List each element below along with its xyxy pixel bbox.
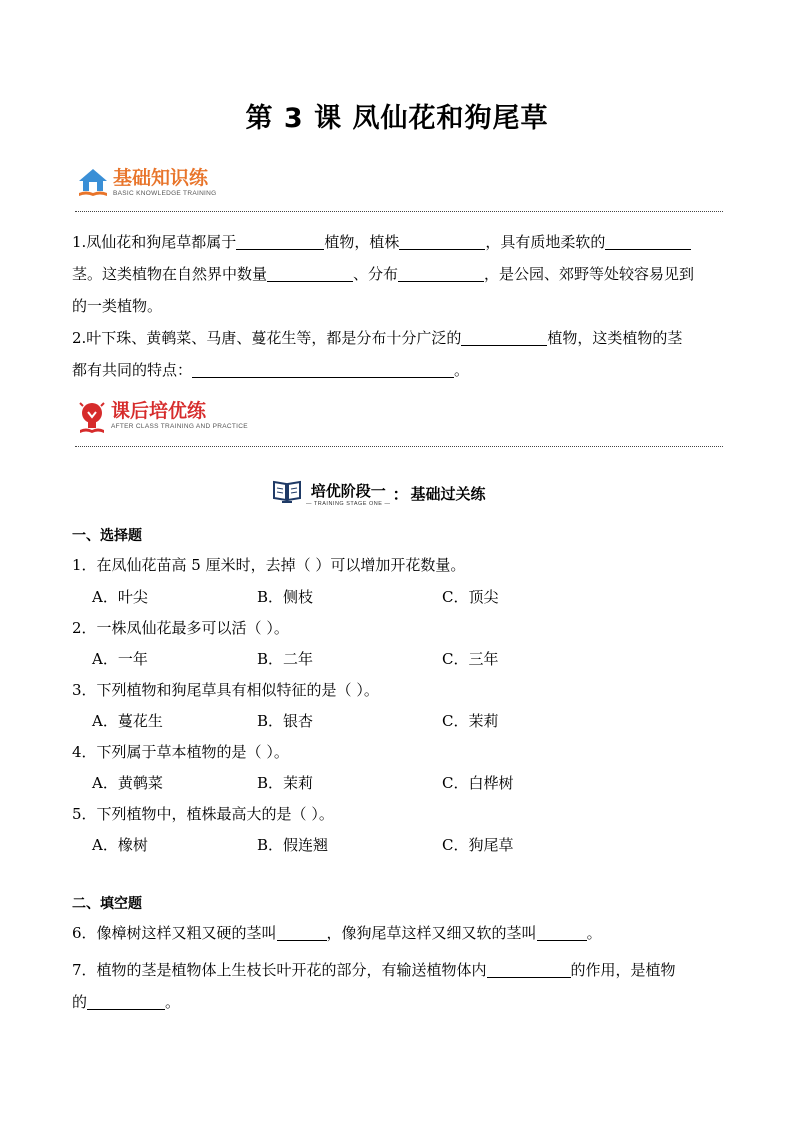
stage-colon: ： [392, 484, 409, 504]
question-1: 1．在凤仙花苗高 5 厘米时，去掉（ ）可以增加开花数量。 [72, 556, 466, 574]
stage-heading [272, 478, 485, 508]
option-b[interactable]: B．银杏 [257, 712, 314, 730]
stage-title: 培优阶段一 [310, 481, 386, 500]
badge-subtitle: BASIC KNOWLEDGE TRAINING [113, 190, 217, 197]
knowledge-q1: 1.凤仙花和狗尾草都属于 植物，植株 ，具有质地柔软的 茎。这类植物在自然界中数量 、分布 ，是公园、郊野等处较容易见到 的一类植物。 [72, 233, 695, 315]
section-heading: 二、填空题 [72, 896, 142, 912]
answer-blank[interactable] [236, 234, 324, 250]
stage-name: 基础过关练 [410, 484, 486, 503]
section-heading: 一、选择题 [72, 528, 142, 544]
option-b[interactable]: B．茉莉 [257, 774, 314, 792]
stage-subtitle: — TRAINING STAGE ONE — [306, 500, 391, 507]
question-2: 2．一株凤仙花最多可以活（ ）。 [72, 619, 289, 637]
option-b[interactable]: B．二年 [257, 650, 314, 668]
question-3: 3．下列植物和狗尾草具有相似特征的是（ ）。 [72, 681, 379, 699]
divider [75, 211, 723, 212]
option-a[interactable]: A．叶尖 [92, 588, 148, 606]
option-a[interactable]: A．橡树 [92, 836, 148, 854]
answer-blank[interactable] [87, 994, 165, 1010]
option-a[interactable]: A．一年 [92, 650, 148, 668]
option-b[interactable]: B．侧枝 [257, 588, 314, 606]
basic-knowledge-badge [77, 167, 217, 201]
option-c[interactable]: C．白桦树 [442, 774, 514, 792]
badge-title: 课后培优练 [111, 400, 207, 422]
answer-blank[interactable] [487, 962, 571, 978]
badge-subtitle: AFTER CLASS TRAINING AND PRACTICE [111, 423, 248, 430]
answer-blank[interactable] [267, 266, 353, 282]
option-c[interactable]: C．三年 [442, 650, 499, 668]
fill-question-7: 7．植物的茎是植物体上生枝长叶开花的部分，有输送植物体内 的作用，是植物 的 。 [72, 961, 676, 1011]
book-icon [272, 478, 302, 508]
answer-blank[interactable] [398, 266, 484, 282]
knowledge-q2: 2.叶下珠、黄鹌菜、马唐、蔓花生等，都是分布十分广泛的 植物，这类植物的茎 都有共同的特点： 。 [72, 329, 683, 379]
answer-blank[interactable] [192, 362, 454, 378]
option-b[interactable]: B．假连翘 [257, 836, 329, 854]
answer-blank[interactable] [399, 234, 485, 250]
lightbulb-icon [77, 400, 107, 438]
option-c[interactable]: C．顶尖 [442, 588, 499, 606]
after-class-badge [77, 400, 248, 438]
answer-blank[interactable] [461, 330, 547, 346]
answer-blank[interactable] [277, 925, 327, 941]
house-book-icon [77, 167, 109, 201]
option-c[interactable]: C．狗尾草 [442, 836, 514, 854]
divider [75, 446, 723, 447]
question-4: 4．下列属于草本植物的是（ ）。 [72, 743, 289, 761]
option-a[interactable]: A．蔓花生 [92, 712, 163, 730]
answer-blank[interactable] [537, 925, 587, 941]
page-title: 第 3 课 凤仙花和狗尾草 [245, 103, 549, 134]
option-a[interactable]: A．黄鹌菜 [92, 774, 163, 792]
question-5: 5．下列植物中，植株最高大的是（ ）。 [72, 805, 334, 823]
badge-title: 基础知识练 [113, 167, 209, 189]
option-c[interactable]: C．茉莉 [442, 712, 499, 730]
fill-question-6: 6．像樟树这样又粗又硬的茎叫 ，像狗尾草这样又细又软的茎叫 。 [72, 924, 602, 942]
answer-blank[interactable] [605, 234, 691, 250]
